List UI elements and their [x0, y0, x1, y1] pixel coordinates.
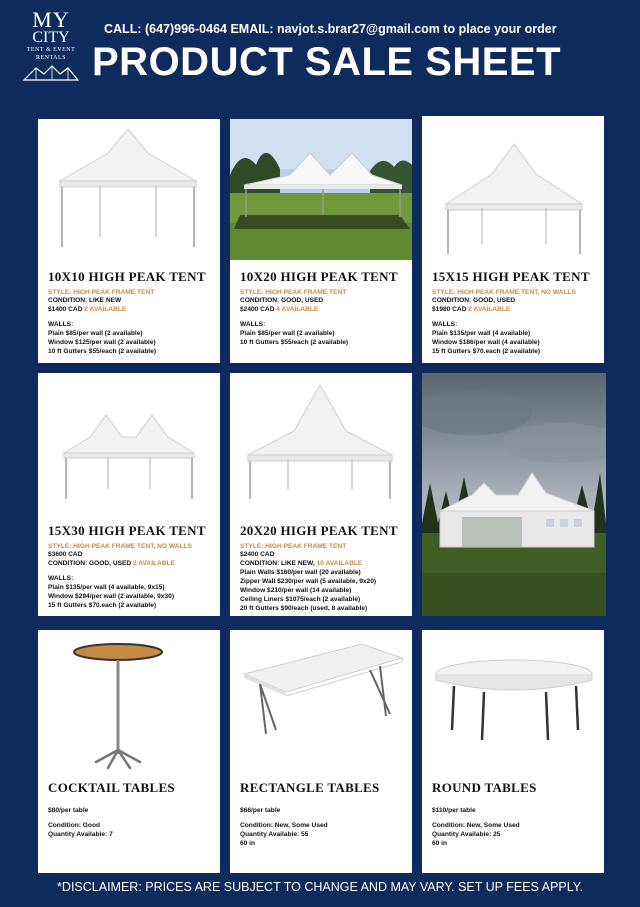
product-condition: CONDITION: GOOD, USED — [432, 297, 516, 304]
product-price: $1400 CAD — [48, 306, 83, 313]
product-price: $2400 CAD — [240, 551, 275, 558]
logo-line-1: MY — [32, 7, 70, 32]
table-title: ROUND TABLES — [432, 780, 537, 795]
table-detail: 60 in — [240, 840, 256, 847]
table-card-round — [422, 630, 604, 873]
product-price: $3600 CAD — [48, 551, 83, 558]
product-price: $2400 CAD — [240, 306, 275, 313]
wall-option: Plain $85/per wall (2 available) — [48, 330, 143, 337]
logo-line-3: TENT & EVENT RENTALS — [26, 47, 76, 61]
round-table-image — [422, 630, 604, 770]
wall-option: Plain $85/per wall (2 available) — [240, 330, 335, 337]
product-condition-row — [48, 559, 216, 568]
product-style: STYLE: HIGH PEAK FRAME TENT, NO WALLS — [48, 543, 192, 550]
tent-15x30-image — [38, 373, 220, 513]
product-price-row — [432, 305, 600, 314]
product-style: STYLE: HIGH PEAK FRAME TENT — [48, 289, 155, 296]
product-price-row — [240, 305, 408, 314]
product-condition: CONDITION: GOOD, USED — [48, 560, 132, 567]
product-card-10x10 — [38, 119, 220, 363]
product-title: 20X20 HIGH PEAK TENT — [240, 523, 398, 538]
product-card-10x20 — [230, 119, 412, 363]
wall-option: Window $186/per wall (4 available) — [432, 339, 540, 346]
wall-option: 15 ft Gutters $70.each (2 available) — [432, 348, 541, 355]
table-price: $80/per table — [48, 807, 89, 814]
product-availability: 2 AVAILABLE — [84, 306, 127, 313]
product-card-20x20 — [230, 373, 412, 616]
event-tent-photo — [422, 373, 606, 616]
cocktail-table-image — [38, 630, 220, 770]
wall-option: 10 ft Gutters $55/each (2 available) — [240, 339, 349, 346]
wall-option: Plain Walls $160/per wall (20 available) — [240, 569, 361, 576]
table-price: $66/per table — [240, 807, 281, 814]
table-title: RECTANGLE TABLES — [240, 780, 380, 795]
tent-photo-image — [422, 373, 606, 616]
product-price: $1980 CAD — [432, 306, 467, 313]
product-style: STYLE: HIGH PEAK FRAME TENT — [240, 289, 347, 296]
product-availability: 2 AVAILABLE — [133, 560, 176, 567]
table-detail: Quantity Available: 7 — [48, 831, 113, 838]
product-title: 10X10 HIGH PEAK TENT — [48, 269, 206, 284]
wall-option: Plain $135/per wall (4 available) — [432, 330, 531, 337]
product-condition: CONDITION: LIKE NEW — [48, 297, 122, 304]
wall-option: Window $125/per wall (2 available) — [48, 339, 156, 346]
walls-heading: WALLS: — [240, 321, 266, 328]
product-style: STYLE: HIGH PEAK FRAME TENT, NO WALLS — [432, 289, 576, 296]
wall-option: 10 ft Gutters $55/each (2 available) — [48, 348, 157, 355]
wall-option: Plain $135/per wall (4 available, 9x15) — [48, 584, 165, 591]
table-detail: Condition: New, Some Used — [240, 822, 328, 829]
tent-logo-icon — [22, 64, 80, 82]
product-condition: CONDITION: LIKE NEW, — [240, 560, 315, 567]
product-price-row — [48, 305, 216, 314]
table-detail: 60 in — [432, 840, 448, 847]
wall-option: Ceiling Liners $1075/each (2 available) — [240, 596, 361, 603]
wall-option: Window $210/per wall (14 available) — [240, 587, 352, 594]
wall-option: 15 ft Gutters $70.each (2 available) — [48, 602, 157, 609]
wall-option: Window $294/per wall (2 available, 9x30) — [48, 593, 175, 600]
product-card-15x15 — [422, 116, 604, 363]
walls-heading: WALLS: — [432, 321, 458, 328]
product-title: 15X15 HIGH PEAK TENT — [432, 269, 590, 284]
walls-heading: WALLS: — [48, 575, 74, 582]
wall-option: Zipper Wall $230/per wall (5 available, 9x20) — [240, 578, 377, 585]
table-detail: Quantity Available: 55 — [240, 831, 309, 838]
product-card-15x30 — [38, 373, 220, 616]
tent-15x15-image — [422, 116, 604, 261]
product-condition-row — [240, 559, 408, 568]
tent-20x20-image — [230, 373, 412, 513]
product-availability: 10 AVAILABLE — [316, 560, 363, 567]
product-title: 15X30 HIGH PEAK TENT — [48, 523, 206, 538]
table-title: COCKTAIL TABLES — [48, 780, 175, 795]
tent-10x10-image — [38, 119, 220, 264]
table-card-cocktail — [38, 630, 220, 873]
disclaimer-text: *DISCLAIMER: PRICES ARE SUBJECT TO CHANGE AND MAY VARY. SET UP FEES APPLY. — [57, 880, 583, 894]
table-detail: Quantity Available: 25 — [432, 831, 501, 838]
walls-heading: WALLS: — [48, 321, 74, 328]
page-title: PRODUCT SALE SHEET — [92, 40, 562, 84]
product-style: STYLE: HIGH PEAK FRAME TENT — [240, 543, 347, 550]
product-title: 10X20 HIGH PEAK TENT — [240, 269, 398, 284]
logo-line-2: CITY — [32, 29, 70, 46]
table-price: $110/per table — [432, 807, 476, 814]
product-condition: CONDITION: GOOD, USED — [240, 297, 324, 304]
tent-10x20-photo — [230, 119, 412, 260]
contact-info: CALL: (647)996-0464 EMAIL: navjot.s.brar27@gmail.com to place your order — [104, 22, 557, 36]
table-card-rectangle — [230, 630, 412, 873]
table-detail: Condition: New, Some Used — [432, 822, 520, 829]
company-logo — [16, 7, 86, 80]
table-detail: Condition: Good — [48, 822, 100, 829]
product-availability: 4 AVAILABLE — [276, 306, 319, 313]
rectangle-table-image — [230, 630, 412, 770]
wall-option: 20 ft Gutters $90/each (used, 8 available) — [240, 605, 368, 612]
product-availability: 2 AVAILABLE — [468, 306, 511, 313]
